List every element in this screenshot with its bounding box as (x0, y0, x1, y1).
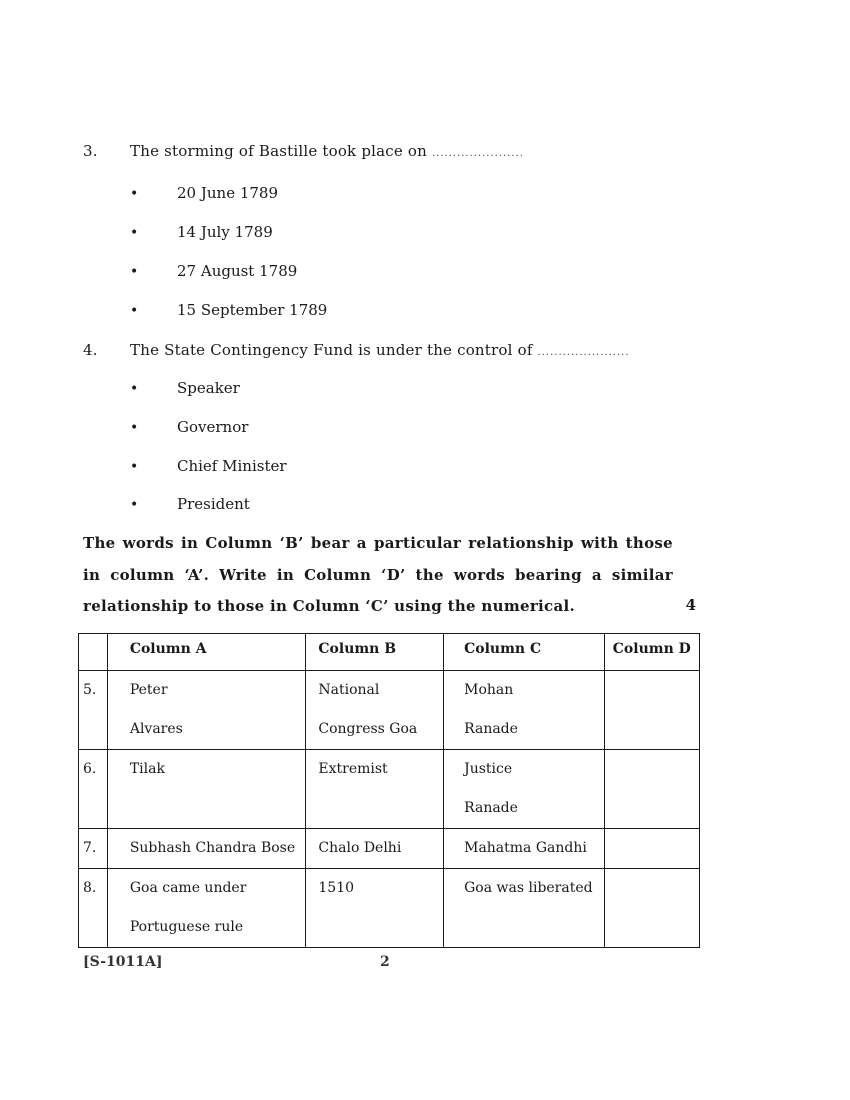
header-column-c: Column C (444, 634, 605, 671)
question-text: The storming of Bastille took place on (130, 142, 427, 160)
option-text: Chief Minister (177, 457, 287, 475)
matching-table (78, 633, 700, 948)
row-number: 7. (79, 829, 108, 869)
cell-text: Goa came under (129, 880, 247, 896)
option-item (130, 495, 250, 513)
row-number: 6. (79, 750, 108, 829)
header-column-b: Column B (306, 634, 444, 671)
instruction-text: The words in Column ‘B’ bear a particular relationship with those in column ‘A’. Write in Column ‘D’ the words bearing a similar relationship to those in Column ‘C’ using the numerical. (83, 534, 673, 615)
table-row (79, 671, 700, 750)
header-number (79, 634, 108, 671)
cell-column-c (444, 829, 605, 869)
cell-text: Goa was liberated (464, 880, 593, 896)
cell-text: Mohan (464, 682, 514, 698)
cell-column-b (306, 750, 444, 829)
cell-column-d[interactable] (604, 671, 699, 750)
question-3 (83, 142, 524, 160)
option-text: President (177, 495, 250, 513)
bullet-icon: • (130, 225, 139, 241)
bullet-icon: • (130, 381, 139, 397)
option-item (130, 379, 240, 397)
cell-column-b (306, 869, 444, 948)
cell-text: National (318, 682, 380, 698)
option-item (130, 184, 278, 202)
header-column-d: Column D (604, 634, 699, 671)
cell-text: Congress Goa (318, 721, 418, 737)
table-row (79, 829, 700, 869)
bullet-icon: • (130, 186, 139, 202)
paper-code: [S-1011A] (83, 954, 163, 970)
cell-column-d[interactable] (604, 750, 699, 829)
cell-column-d[interactable] (604, 829, 699, 869)
cell-text: Tilak (129, 761, 165, 777)
question-number: 4. (83, 341, 98, 359)
bullet-icon: • (130, 459, 139, 475)
question-number: 3. (83, 142, 98, 160)
option-text: 14 July 1789 (177, 223, 273, 241)
option-item (130, 457, 287, 475)
cell-text: Mahatma Gandhi (464, 840, 587, 856)
option-item (130, 301, 327, 319)
marks-value: 4 (685, 596, 696, 614)
option-item (130, 418, 248, 436)
bullet-icon: • (130, 420, 139, 436)
page-number: 2 (380, 954, 390, 970)
cell-text: Ranade (464, 721, 518, 737)
option-text: 20 June 1789 (177, 184, 279, 202)
option-text: Governor (177, 418, 249, 436)
cell-text: Ranade (464, 800, 518, 816)
cell-text: Subhash Chandra Bose (129, 840, 296, 856)
option-text: Speaker (177, 379, 240, 397)
cell-text: Extremist (318, 761, 388, 777)
cell-text: Peter (129, 682, 168, 698)
cell-column-b (306, 671, 444, 750)
cell-column-a (107, 869, 306, 948)
cell-text: Portuguese rule (129, 919, 244, 935)
cell-column-c (444, 671, 605, 750)
table-header-row (79, 634, 700, 671)
question-4 (83, 341, 629, 359)
cell-text: Alvares (129, 721, 183, 737)
cell-column-a (107, 829, 306, 869)
cell-text: Chalo Delhi (318, 840, 402, 856)
cell-column-c (444, 869, 605, 948)
option-text: 15 September 1789 (177, 301, 328, 319)
bullet-icon: • (130, 497, 139, 513)
table-row (79, 869, 700, 948)
option-item (130, 223, 273, 241)
cell-text: 1510 (318, 880, 355, 896)
cell-column-a (107, 671, 306, 750)
header-column-a: Column A (107, 634, 306, 671)
bullet-icon: • (130, 303, 139, 319)
cell-text: Justice (464, 761, 513, 777)
cell-column-b (306, 829, 444, 869)
answer-blank: ...................... (431, 148, 524, 159)
row-number: 8. (79, 869, 108, 948)
row-number: 5. (79, 671, 108, 750)
bullet-icon: • (130, 264, 139, 280)
cell-column-a (107, 750, 306, 829)
cell-column-d[interactable] (604, 869, 699, 948)
option-item (130, 262, 297, 280)
option-text: 27 August 1789 (177, 262, 298, 280)
cell-column-c (444, 750, 605, 829)
answer-blank: ...................... (537, 347, 630, 358)
question-text: The State Contingency Fund is under the control of (130, 341, 533, 359)
table-row (79, 750, 700, 829)
